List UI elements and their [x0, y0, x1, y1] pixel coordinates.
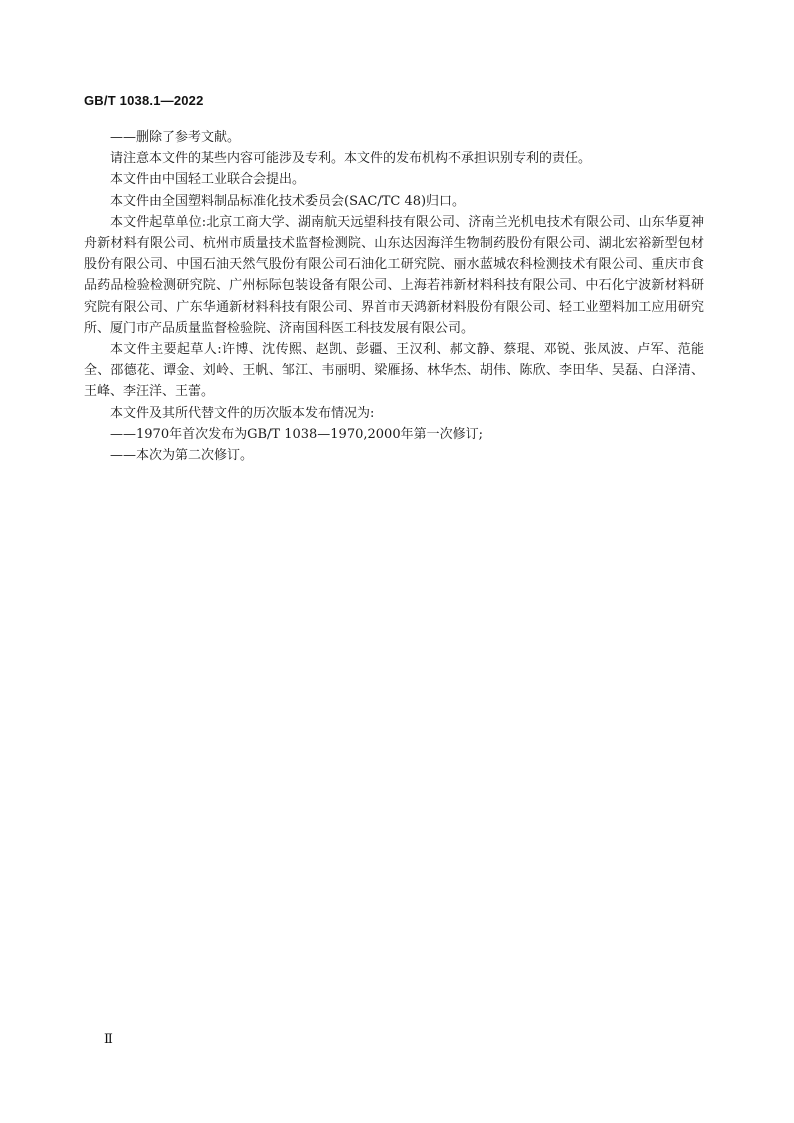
paragraph-version-history-current: ——本次为第二次修订。 [110, 448, 254, 464]
document-body [84, 127, 704, 466]
paragraph-deleted-references: ——删除了参考文献。 [110, 130, 241, 145]
paragraph-version-history-intro: 本文件及其所代替文件的历次版本发布情况为: [110, 405, 375, 421]
paragraph-drafting-units: 本文件起草单位:北京工商大学、湖南航天远望科技有限公司、济南兰光机电技术有限公司、山东华夏神舟新材料有限公司、杭州市质量技术监督检测院、山东达因海洋生物制药股份有限公司、湖北宏裕新型包材股份有限公司、中国石油天然气股份有限公司石油化工研究院、丽水蓝城农科检测技术有限公司、重庆市食品药品检验检测研究院、广州标际包装设备有限公司、上海若祎新材料科技有限公司、中石化宁波新材料研究院有限公司、广东华通新材料科技有限公司、界首市天鸿新材料股份有限公司、轻工业塑料加工应用研究所、厦门市产品质量监督检验院、济南国科医工科技发展有限公司。 [84, 214, 704, 336]
page-number: Ⅱ [104, 1031, 113, 1046]
paragraph-centralized-by: 本文件由全国塑料制品标准化技术委员会(SAC/TC 48)归口。 [110, 193, 466, 209]
standard-code-header: GB/T 1038.1—2022 [84, 93, 204, 108]
paragraph-main-drafters: 本文件主要起草人:许博、沈传熙、赵凯、彭疆、王汉利、郝文静、蔡琨、邓锐、张凤波、卢军、范能全、邵德花、谭金、刘岭、王帆、邹江、韦丽明、梁雁扬、林华杰、胡伟、陈欣、李田华、吴磊、白泽清、王峰、李汪洋、王蕾。 [84, 342, 704, 400]
paragraph-proposed-by: 本文件由中国轻工业联合会提出。 [110, 172, 306, 188]
paragraph-patent-notice: 请注意本文件的某些内容可能涉及专利。本文件的发布机构不承担识别专利的责任。 [110, 151, 592, 167]
paragraph-version-history-1970: ——1970年首次发布为GB/T 1038—1970,2000年第一次修订; [110, 426, 483, 442]
